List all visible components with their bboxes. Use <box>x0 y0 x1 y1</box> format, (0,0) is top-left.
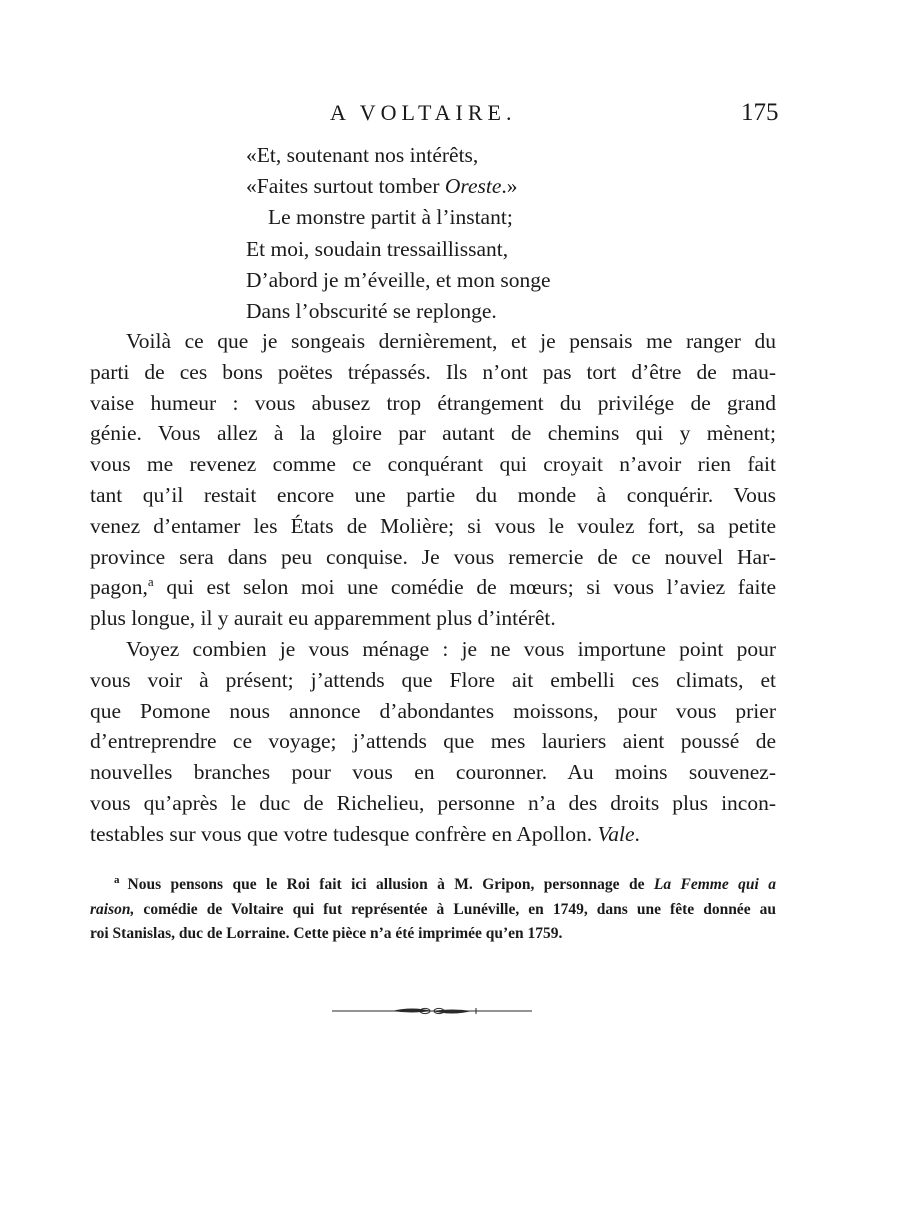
footnote-marker: a <box>114 873 120 886</box>
footnote-line: roi Stanislas, duc de Lorraine. Cette pièce n’a été imprimée qu’en 1759. <box>90 925 563 942</box>
paragraph-text: . <box>634 821 640 846</box>
paragraph-text: testables sur vous que votre tudesque confrère en Apollon. <box>90 821 598 846</box>
paragraph-line: vous qu’après le duc de Richelieu, personne n’a des droits plus incon- <box>90 790 776 815</box>
footnote-italic: La Femme qui a <box>653 876 776 893</box>
paragraph-line: vaise humeur : vous abusez trop étrangement du privilége de grand <box>90 390 776 415</box>
page-number: 175 <box>741 99 779 126</box>
verse-line <box>246 171 551 202</box>
verse-text: .» <box>501 174 518 199</box>
paragraph-line: tant qu’il restait encore une partie du monde à conquérir. Vous <box>90 482 776 507</box>
verse-line: D’abord je m’éveille, et mon songe <box>246 267 551 292</box>
footnote-italic: raison, <box>90 900 135 918</box>
paragraph-italic: Vale <box>597 821 635 846</box>
paragraph-1 <box>90 326 776 634</box>
paragraph-line: vous me revenez comme ce conquérant qui croyait n’avoir rien fait <box>90 452 776 477</box>
paragraph-line <box>90 819 776 850</box>
paragraph-line: que Pomone nous annonce d’abondantes moissons, pour vous prier <box>90 698 776 723</box>
paragraph-line: nouvelles branches pour vous en couronner. Au moins souvenez- <box>90 760 776 785</box>
footnote-text: comédie de Voltaire qui fut représentée à Lunéville, en 1749, dans une fête donnée au <box>134 900 776 918</box>
paragraph-line: génie. Vous allez à la gloire par autant de chemins qui y mènent; <box>90 421 776 446</box>
ornament-divider-icon <box>332 1003 532 1019</box>
paragraph-line: vous voir à présent; j’attends que Flore ait embelli ces climats, et <box>90 667 776 692</box>
verse-line: Et moi, soudain tressaillissant, <box>246 236 509 261</box>
verse-italic: Oreste <box>444 174 502 199</box>
running-title: A VOLTAIRE. <box>330 100 517 125</box>
footnote-line <box>90 898 776 923</box>
verse-block <box>246 140 551 327</box>
footnote-line <box>90 873 776 898</box>
paragraph-line <box>90 572 776 603</box>
verse-text: «Faites surtout tomber <box>246 174 445 199</box>
paragraph-text: pagon, <box>90 575 148 600</box>
verse-line: «Et, soutenant nos intérêts, <box>246 143 479 167</box>
paragraph-line: Voilà ce que je songeais dernièrement, et je pensais me ranger du <box>126 329 776 353</box>
footnote-reference: a <box>147 574 154 590</box>
paragraph-line: venez d’entamer les États de Molière; si vous le voulez fort, sa petite <box>90 513 776 538</box>
paragraph-2 <box>90 634 776 850</box>
verse-line: Le monstre partit à l’instant; <box>268 205 513 230</box>
footnote <box>90 873 776 947</box>
paragraph-text: qui est selon moi une comédie de mœurs; si vous l’aviez faite <box>153 575 776 600</box>
paragraph-line: Voyez combien je vous ménage : je ne vous importune point pour <box>126 637 776 661</box>
paragraph-line: d’entreprendre ce voyage; j’attends que mes lauriers aient poussé de <box>90 729 776 754</box>
footnote-text: Nous pensons que le Roi fait ici allusion à M. Gripon, personnage de <box>127 876 654 893</box>
verse-line: Dans l’obscurité se replonge. <box>246 298 497 323</box>
paragraph-line: parti de ces bons poëtes trépassés. Ils n’ont pas tort d’être de mau- <box>90 359 776 384</box>
paragraph-line: province sera dans peu conquise. Je vous remercie de ce nouvel Har- <box>90 544 776 569</box>
paragraph-line: plus longue, il y aurait eu apparemment plus d’intérêt. <box>90 606 556 631</box>
